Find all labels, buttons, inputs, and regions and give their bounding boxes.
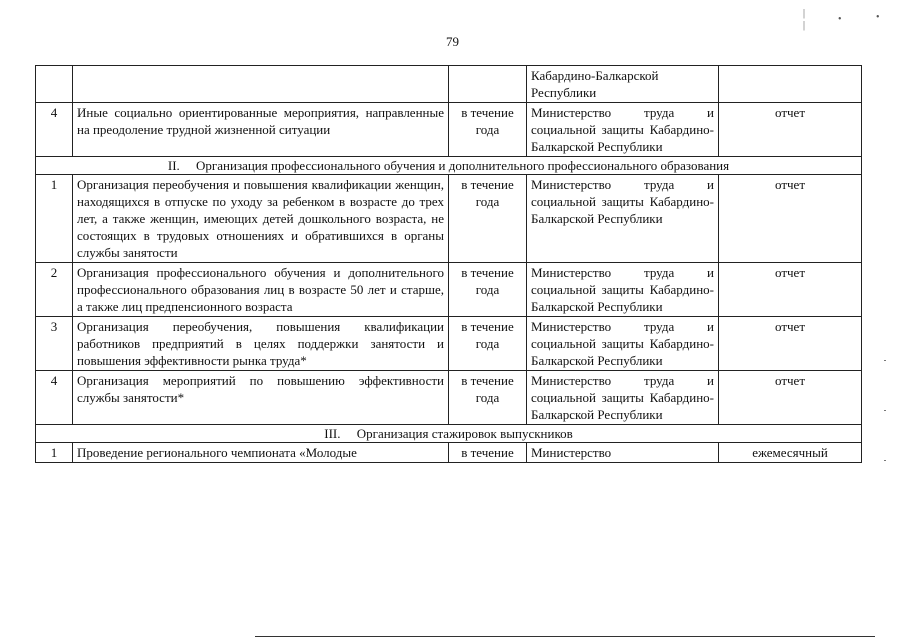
row-number: 3 <box>36 317 73 371</box>
scan-mark <box>884 410 886 411</box>
row-number <box>36 66 73 103</box>
row-report: отчет <box>719 175 862 263</box>
scan-mark: | <box>803 8 806 19</box>
row-number: 1 <box>36 175 73 263</box>
row-description: Иные социально ориентированные мероприятия, направленные на преодоление трудной жизненной ситуации <box>73 103 449 157</box>
row-executor: Министерство труда и социальной защиты Кабардино-Балкарской Республики <box>527 317 719 371</box>
measures-table <box>35 65 862 463</box>
row-report: отчет <box>719 263 862 317</box>
row-report: ежемесячный <box>719 443 862 463</box>
table-row <box>36 371 862 425</box>
row-executor: Министерство труда и социальной защиты Кабардино-Балкарской Республики <box>527 371 719 425</box>
scan-mark: • <box>876 12 880 23</box>
section-title: II. Организация профессионального обучения и дополнительного профессионального образования <box>36 157 862 175</box>
row-executor: Министерство труда и социальной защиты Кабардино-Балкарской Республики <box>527 263 719 317</box>
row-term <box>449 66 527 103</box>
section-header-row <box>36 157 862 175</box>
row-executor: Министерство <box>527 443 719 463</box>
row-term: в течение года <box>449 175 527 263</box>
row-description: Организация мероприятий по повышению эффективности службы занятости* <box>73 371 449 425</box>
table-row <box>36 175 862 263</box>
section-header-row <box>36 425 862 443</box>
table-row <box>36 263 862 317</box>
scan-mark: | <box>803 20 806 31</box>
table-row <box>36 443 862 463</box>
row-executor: Министерство труда и социальной защиты Кабардино-Балкарской Республики <box>527 175 719 263</box>
row-term: в течение года <box>449 317 527 371</box>
row-term: в течение года <box>449 263 527 317</box>
row-report <box>719 66 862 103</box>
scan-mark: • <box>838 14 842 25</box>
row-description: Проведение регионального чемпионата «Молодые <box>73 443 449 463</box>
scan-mark <box>884 360 886 361</box>
section-title: III. Организация стажировок выпускников <box>36 425 862 443</box>
page-edge-line <box>255 636 875 637</box>
row-term: в течение <box>449 443 527 463</box>
table-row <box>36 317 862 371</box>
scan-mark <box>884 460 886 461</box>
row-term: в течение года <box>449 371 527 425</box>
row-description <box>73 66 449 103</box>
row-description: Организация переобучения, повышения квалификации работников предприятий в целях поддержки занятости и повышения эффективности рынка труда* <box>73 317 449 371</box>
row-executor: Министерство труда и социальной защиты Кабардино-Балкарской Республики <box>527 103 719 157</box>
row-report: отчет <box>719 371 862 425</box>
row-report: отчет <box>719 103 862 157</box>
page-number: 79 <box>446 34 459 49</box>
table-row <box>36 66 862 103</box>
row-term: в течение года <box>449 103 527 157</box>
row-number: 4 <box>36 103 73 157</box>
row-number: 1 <box>36 443 73 463</box>
row-description: Организация переобучения и повышения квалификации женщин, находящихся в отпуске по уходу за ребенком в возрасте до трех лет, а также женщин, имеющих детей дошкольного возраста, не состоящих в трудовых отношениях и обратившихся в органы службы занятости <box>73 175 449 263</box>
row-number: 2 <box>36 263 73 317</box>
row-description: Организация профессионального обучения и дополнительного профессионального образования лиц в возрасте 50 лет и старше, а также лиц предпенсионного возраста <box>73 263 449 317</box>
table-row <box>36 103 862 157</box>
row-report: отчет <box>719 317 862 371</box>
row-executor: Кабардино-Балкарской Республики <box>527 66 719 103</box>
row-number: 4 <box>36 371 73 425</box>
